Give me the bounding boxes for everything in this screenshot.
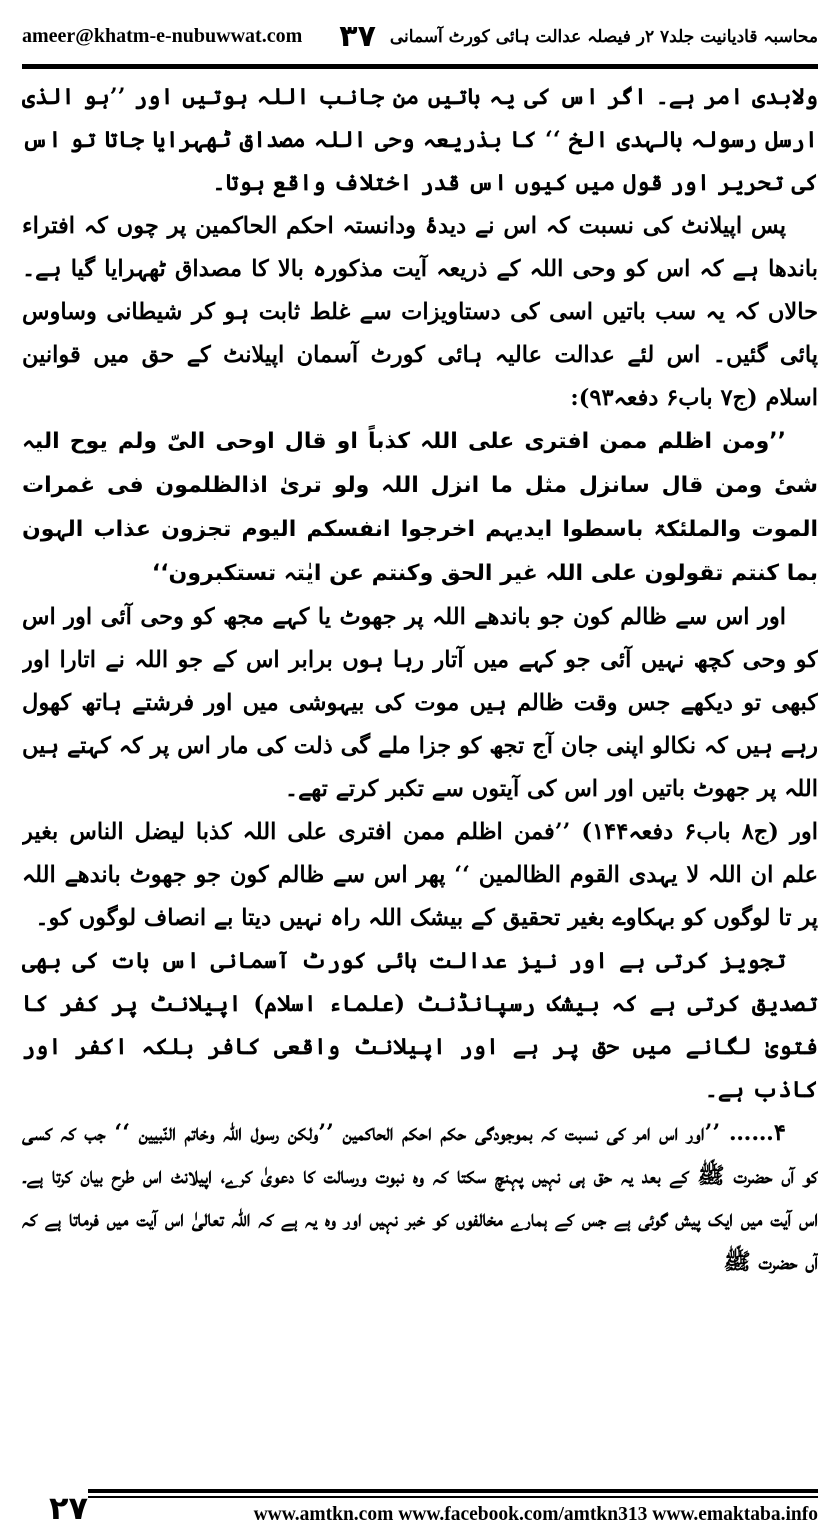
footer-rule-thin — [88, 1496, 818, 1498]
body-paragraph-translation: اور اس سے ظالم کون جو باندھے اللہ پر جھوٹ یا کہے مجھ کو وحی آئی اور اس کو وحی کچھ نہیں آئی جو کہے میں آتار رہا ہوں برابر اس کے جو اللہ نے اتارا اور کبھی تو دیکھے جس وقت ظالم ہیں موت کی بیہوشی میں اور فرشتے ہاتھ کھول رہے ہیں کہ نکالو اپنی جان آج تجھ کو جزا ملے گی ذلت کی مار اس پر کہ کہتے ہیں اللہ پر جھوٹ باتیں اور اس کی آیتوں سے تکبر کرتے تھے۔ — [22, 604, 818, 802]
quran-quote-arabic: ’’ومن اظلم ممن افتری علی اللہ کذباً او قال اوحی الیّ ولم یوح الیہ شیٔ ومن قال سانزل مثل ما انزل اللہ ولو تریٰ اذالظلمون فی غمرات الموت والملئکۃ باسطوا ایدیہم اخرجوا انفسکم الیوم تجزون عذاب الہون بما کنتم تقولون علی اللہ غیر الحق وکنتم عن ایٰتہ تستکبرون‘‘ — [22, 429, 818, 586]
header-page-number: ۳۷ — [339, 18, 376, 54]
page-footer — [22, 1486, 818, 1526]
body-paragraph-6: ۴…… ’’اور اس امر کی نسبت کہ بموجودگی حکم احکم الحاکمین ’’ولکن رسول اللہ وخاتم النّبیین ‘‘ جب کہ کسی کو آں حضرت ﷺ کے بعد یہ حق ہی نہیں پہنچ سکتا کہ وہ نبوت ورسالت کا دعویٰ کرے، اپیلانٹ اس طرح بیان کرتا ہے۔ اس آیت میں ایک پیش گوئی ہے جس کے ہمارے مخالفوں کو خبر نہیں اور وہ یہ ہے کہ اللہ تعالیٰ اس آیت میں فرماتا ہے کہ آں حضرت ﷺ — [22, 1120, 818, 1275]
body-paragraph-4: اور (ج۸ باب۶ دفعہ۱۴۴) ’’فمن اظلم ممن افتری علی اللہ کذبا لیضل الناس بغیر علم ان اللہ لا یہدی القوم الظالمین ‘‘ پھر اس سے ظالم کون جو جھوٹ باندھے اللہ پر تا لوگوں کو بہکاوے بغیر تحقیق کے بیشک اللہ راہ نہیں دیتا بے انصاف لوگوں کو۔ — [22, 819, 818, 931]
footer-rule-thick — [88, 1489, 818, 1493]
body-paragraph-1: ولابدی امر ہے۔ اگر اس کی یہ باتیں من جانب اللہ ہوتیں اور ’’ہو الذی ارسل رسولہ بالہدی الخ ‘‘ کا بذریعہ وحی اللہ مصداق ٹھہرایا جاتا تو اس کی تحریر اور قول میں کیوں اس قدر اختلاف واقع ہوتا۔ — [22, 84, 818, 196]
quran-quote-block — [22, 420, 818, 596]
body-paragraph-2: پس اپیلانٹ کی نسبت کہ اس نے دیدۂ ودانستہ احکم الحاکمین پر چوں کہ افتراء باندھا ہے کہ اس کو وحی اللہ کے ذریعہ آیت مذکورہ بالا کا مصداق ٹھہرایا گیا ہے۔ حالاں کہ یہ سب باتیں اسی کی دستاویزات سے غلط ثابت ہو کر شیطانی وساوس پائی گئیں۔ اس لئے عدالت عالیہ ہائی کورٹ آسمان اپیلانٹ کے حق میں قوانین اسلام (ج۷ باب۶ دفعہ۹۳): — [22, 213, 818, 411]
header-email: ameer@khatm-e-nubuwwat.com — [22, 24, 303, 47]
header-right-group — [339, 19, 818, 54]
header-book-title: محاسبہ قادیانیت جلد۷ ۲ر فیصلہ عدالت ہائی کورٹ آسمانی — [389, 26, 818, 47]
header-rule — [22, 64, 818, 69]
page-header — [22, 10, 818, 62]
body-paragraph-5: تجویز کرتی ہے اور نیز عدالت ہائی کورٹ آسمانی اس بات کی بھی تصدیق کرتی ہے کہ بیشک رسپانڈنٹ (علماء اسلام) اپیلانٹ پر کفر کا فتویٰ لگانے میں حق پر ہے اور اپیلانٹ واقعی کافر بلکہ اکفر اور کاذب ہے۔ — [22, 948, 818, 1103]
footer-right-group — [88, 1489, 818, 1526]
page-body — [22, 76, 818, 1456]
footer-links: www.amtkn.com www.facebook.com/amtkn313 www.emaktaba.info — [253, 1504, 818, 1525]
footer-page-number: ۲۷ — [48, 1489, 88, 1527]
